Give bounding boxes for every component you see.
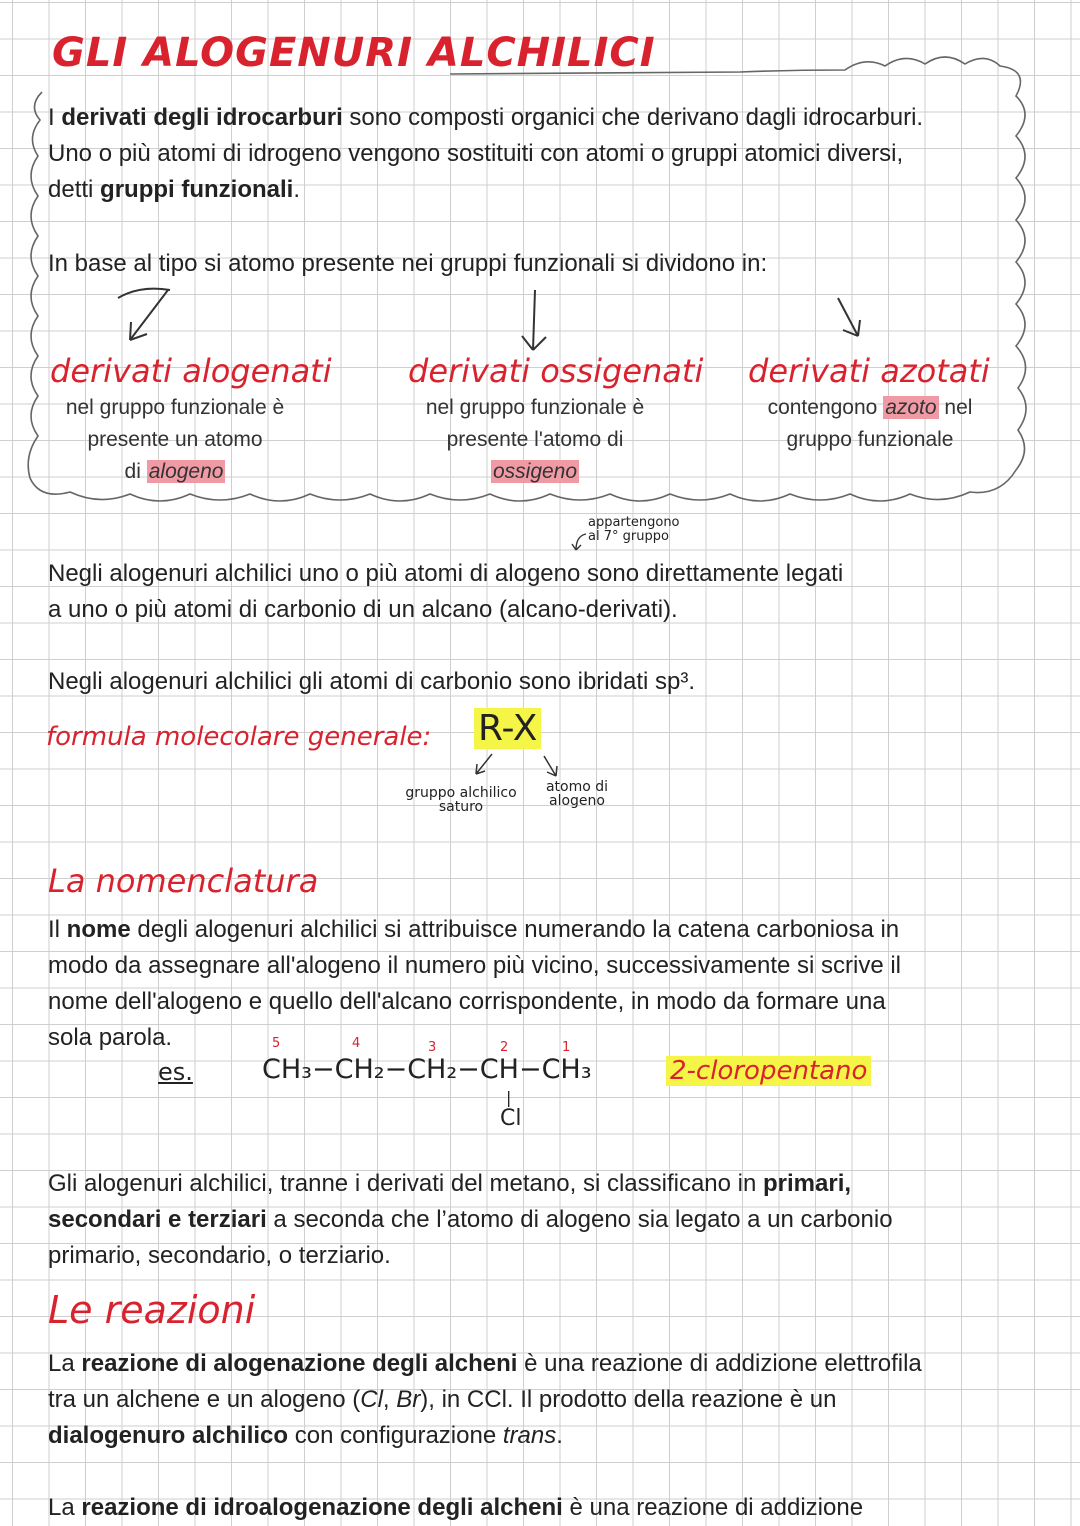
paragraph-classificazione: Gli alogenuri alchilici, tranne i derivati del metano, si classificano in primari, secondari e terziari a seconda che l’atomo di alogeno sia legato a un carbonio primario, secondario, o terziario. — [48, 1170, 893, 1269]
carbon-number: 2 — [500, 1040, 509, 1055]
arrow-down-icon — [522, 290, 546, 350]
formula-right-note: atomo di alogeno — [545, 779, 609, 809]
arrow-right-icon — [838, 298, 860, 336]
category-desc-azotati: contengono azoto nel gruppo funzionale — [767, 396, 973, 451]
paragraph-idroalogenazione: La reazione di idroalogenazione degli alcheni è una reazione di addizione — [48, 1494, 864, 1521]
intro-paragraph: I derivati degli idrocarburi sono composti organici che derivano dagli idrocarburi. Uno o più atomi di idrogeno vengono sostituiti con atomi o gruppi atomici diversi, detti gruppi funzionali. — [48, 104, 924, 203]
chain-formula: CH₃−CH₂−CH₂−CH−CH₃ — [262, 1054, 592, 1085]
carbon-number: 1 — [562, 1040, 571, 1055]
carbon-number: 4 — [352, 1036, 361, 1051]
paragraph-alogenazione: La reazione di alogenazione degli alcheni è una reazione di addizione elettrofila tra un alchene e un alogeno (Cl, Br), in CCl. Il prodotto della reazione è un dialogenuro alchilico con configurazione trans. — [48, 1350, 922, 1449]
page-title: GLI ALOGENURI ALCHILICI — [52, 30, 656, 76]
heading-nomenclatura: La nomenclatura — [48, 862, 319, 900]
carbon-number: 5 — [272, 1036, 281, 1051]
heading-reazioni: Le reazioni — [48, 1288, 256, 1332]
category-title-alogenati: derivati alogenati — [50, 352, 332, 390]
compound-name: 2-cloropentano — [666, 1056, 871, 1086]
category-desc-ossigenati: nel gruppo funzionale è presente l'atomo di ossigeno — [425, 396, 645, 483]
paragraph-nomenclatura: Il nome degli alogenuri alchilici si attribuisce numerando la catena carboniosa in modo da assegnare all'alogeno il numero più vicino, successivamente si scrive il nome dell'alogeno e quello dell'alcano corrispondente, in modo da formare una sola parola. — [48, 916, 902, 1051]
substituent-cl: Cl — [500, 1106, 522, 1131]
divide-text: In base al tipo si atomo presente nei gruppi funzionali si dividono in: — [48, 250, 768, 277]
paragraph-ibridazione: Negli alogenuri alchilici gli atomi di carbonio sono ibridati sp³. — [48, 668, 695, 695]
category-title-azotati: derivati azotati — [748, 352, 990, 390]
formula-label: formula molecolare generale: — [46, 722, 432, 752]
category-title-ossigenati: derivati ossigenati — [408, 352, 704, 390]
bond-line: | — [506, 1088, 512, 1107]
carbon-number: 3 — [428, 1040, 437, 1055]
formula-value: R-X — [474, 708, 541, 749]
formula-left-note: gruppo alchilico saturo — [405, 785, 517, 815]
example-label: es. — [158, 1058, 193, 1086]
paragraph-alogenuri: Negli alogenuri alchilici uno o più atomi di alogeno sono direttamente legati a uno o più atomi di carbonio di un alcano (alcano-derivati). — [48, 560, 844, 623]
category-desc-alogenati: nel gruppo funzionale è presente un atomo di alogeno — [65, 396, 285, 483]
margin-note: appartengono al 7° gruppo — [588, 515, 680, 544]
note-arrow-icon — [570, 530, 592, 556]
